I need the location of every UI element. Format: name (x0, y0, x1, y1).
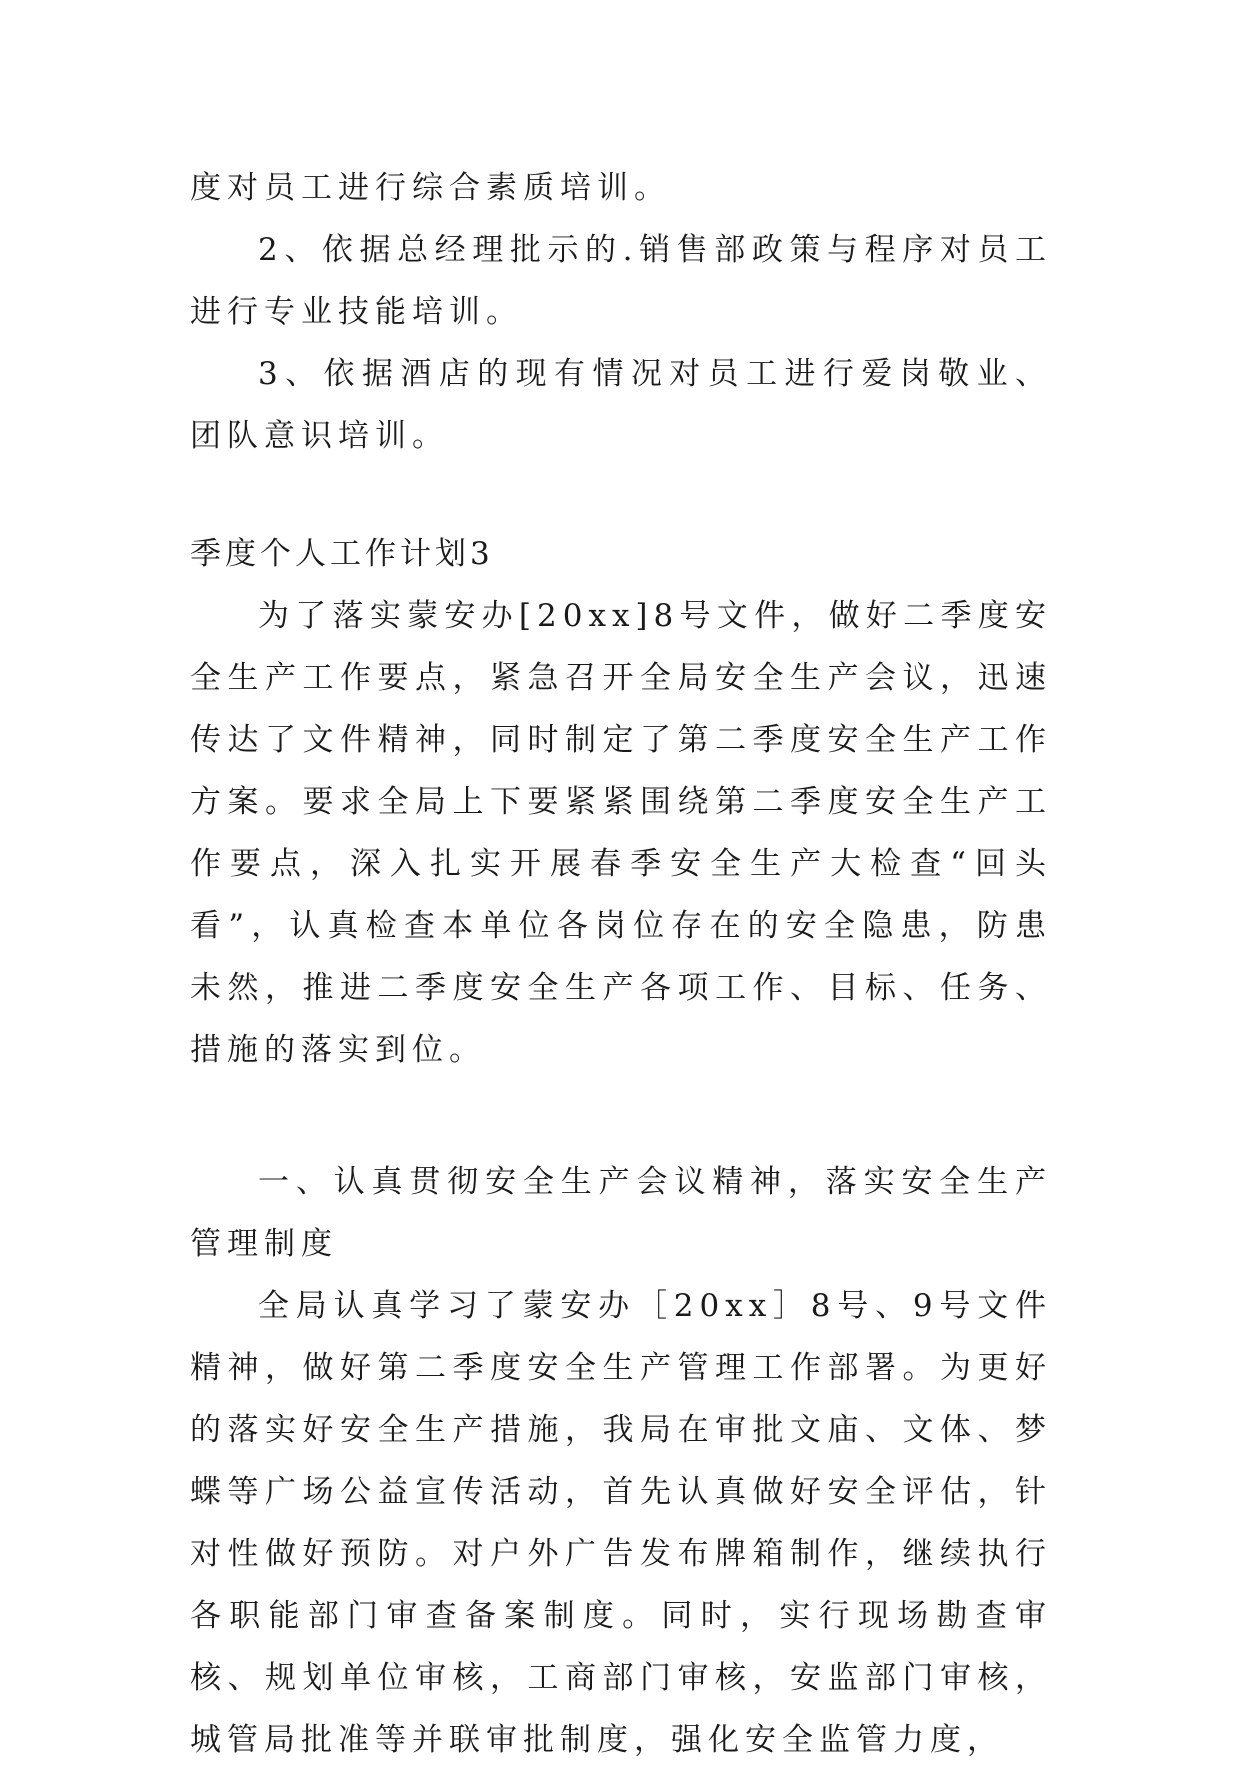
body-paragraph-one: 全局认真学习了蒙安办［20xx］8号、9号文件精神，做好第二季度安全生产管理工作部署。为更好的落实好安全生产措施，我局在审批文庙、文体、梦蝶等广场公益宣传活动，首先认真做好安全评估，针对性做好预防。对户外广告发布牌箱制作，继续执行各职能部门审查备案制度。同时，实行现场勘查审核、规划单位审核，工商部门审核，安监部门审核，城管局批准等并联审批制度，强化安全监管力度， (190, 1288, 1052, 1758)
section-intro-paragraph: 为了落实蒙安办[20xx]8号文件，做好二季度安全生产工作要点，紧急召开全局安全生产会议，迅速传达了文件精神，同时制定了第二季度安全生产工作方案。要求全局上下要紧紧围绕第二季度安全生产工作要点，深入扎实开展春季安全生产大检查“回头看”，认真检查本单位各岗位存在的安全隐患，防患未然，推进二季度安全生产各项工作、目标、任务、措施的落实到位。 (190, 598, 1052, 1068)
section-title: 季度个人工作计划3 (190, 536, 494, 572)
spacer (190, 467, 1052, 523)
subheading-one: 一、认真贯彻安全生产会议精神，落实安全生产管理制度 (190, 1164, 1052, 1262)
paragraph-item-3: 3、依据酒店的现有情况对员工进行爱岗敬业、团队意识培训。 (190, 356, 1052, 454)
document-body (190, 157, 1052, 1771)
spacer (190, 1081, 1052, 1151)
paragraph-continuation: 度对员工进行综合素质培训。 (190, 170, 671, 206)
paragraph-item-2: 2、依据总经理批示的.销售部政策与程序对员工进行专业技能培训。 (190, 232, 1052, 330)
